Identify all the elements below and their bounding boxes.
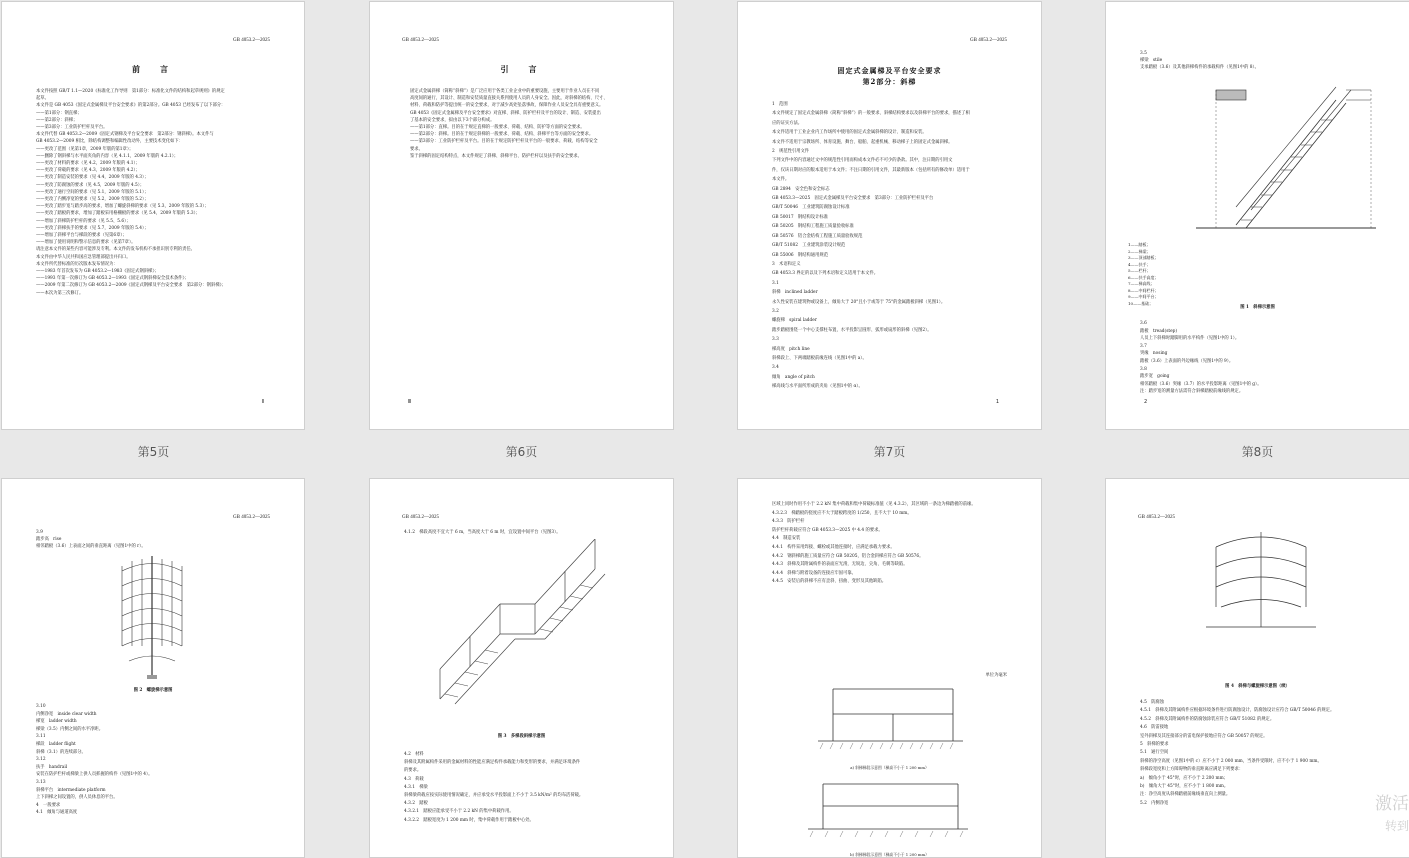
doc-code: GB 4053.2—2025 xyxy=(402,38,439,43)
text-line: 4.1.2 梯段高度不宜大于 6 m，当高度大于 6 m 时，宜设置中间平台（见图3）。 xyxy=(404,530,561,535)
text-line: 3——顶部踏板； xyxy=(1128,255,1159,260)
text-line: 4.1 倾角与通道高度 xyxy=(36,810,78,816)
stair-section-figure-b xyxy=(808,774,968,849)
figure-caption: 图 1 斜梯示意图 xyxy=(1240,305,1275,310)
text-line: 起草。 xyxy=(36,96,49,102)
text-line: 5——栏杆； xyxy=(1128,268,1151,273)
text-line: ——更改了材料的要求（见 4.2，2009 年版的 4.1）； xyxy=(36,161,140,167)
text-line: 5 斜梯的要求 xyxy=(1140,742,1169,748)
text-line: GB 55006 钢结构通用规范 xyxy=(772,252,828,258)
text-line: 永久性安装在建筑物或设备上，倾角大于 20°且小于或等于 75°的金属踏板斜梯（见图1）。 xyxy=(772,299,946,305)
thumbnail-label: 第8页 xyxy=(1241,445,1274,459)
text-line: 支承踏板（3.6）及其他斜梯构件的承载构件（见图1中的 8）。 xyxy=(1140,65,1259,71)
text-line: GB 4053.3—2025 固定式金属梯及平台安全要求 第3部分：工业防护栏杆及平台 xyxy=(772,196,934,202)
text-line: GB 50205 钢结构工程施工质量验收标准 xyxy=(772,224,854,230)
text-line: 斜梯及其附属构件采用的金属材料的性能应满足构件承载能力和变形的要求，并满足环境条件 xyxy=(404,760,581,766)
text-line: 突缘 nosing xyxy=(1140,351,1168,357)
text-line: 10——基础； xyxy=(1128,300,1154,306)
inclined-ladder-figure xyxy=(1196,80,1376,235)
body-text xyxy=(772,501,1007,587)
body-text xyxy=(404,751,639,825)
text-line: 扶手 handrail xyxy=(36,764,68,770)
page-10[interactable] xyxy=(369,478,674,858)
text-line: ——删除了钢斜梯与水平面夹角的内容（见 4.1.1，2009 年版的 4.2.1）； xyxy=(36,153,179,159)
thumbnail-label: 第6页 xyxy=(505,445,538,459)
text-line: 区域上同时作用不小于 2.2 kN 集中荷载和集中荷载标准值（见 4.3.2），其区域的一条边为梯踏板的前缘。 xyxy=(772,502,976,507)
text-line: 4.4.5 安装后的斜梯不应有歪斜、扭曲、变形及其他缺陷。 xyxy=(772,579,887,585)
text-line: 斜梯段上、下两端踏板前缘连线（见图1中的 a）。 xyxy=(772,355,867,361)
text-line: ——更改了通行空间的要求（见 5.1，2009 年版的 5.1）； xyxy=(36,189,149,195)
text-line: 3.10 xyxy=(36,704,46,709)
stair-section-figure-a xyxy=(818,679,963,754)
text-line: 螺旋梯 spiral ladder xyxy=(772,318,817,324)
page-8[interactable] xyxy=(1105,1,1409,430)
thumbnail-label: 第5页 xyxy=(137,445,170,459)
text-line: ——增加了使用说明和警示信息的要求（见第7章）。 xyxy=(36,240,136,246)
unit-note: 单位为毫米 xyxy=(985,673,1007,678)
spiral-ladder-figure-continued xyxy=(1206,527,1316,637)
page-6[interactable] xyxy=(369,1,674,430)
text-line: 相邻踏板（3.6）突缘（3.7）的水平投影距离（见图1中的 g）。 xyxy=(1140,381,1262,387)
text-line: 梯宽 ladder width xyxy=(36,719,77,725)
page-title: 引 言 xyxy=(500,64,543,74)
text-line: 注：净空高度从斜梯踏板前缘线垂直向上测量。 xyxy=(1140,792,1231,798)
text-line: GB 2894 安全色和安全标志 xyxy=(772,186,830,192)
figure-caption: a) 斜梯梯段示意图（梯高不小于 1 200 mm） xyxy=(850,765,929,770)
text-line: 请注意本文件的某些内容可能涉及专利。本文件的发布机构不承担识别专利的责任。 xyxy=(36,247,195,253)
text-line: 斜梯 inclined ladder xyxy=(772,290,818,296)
thumbnail-label: 第7页 xyxy=(873,445,906,459)
text-line: 材料、荷载和防护等提出统一的安全要求，对于减少高处坠落事故、保障作业人员安全具有重要意义。 xyxy=(410,103,604,109)
text-line: 本文件所代替标准的历次版本发布情况为： xyxy=(36,261,118,267)
text-line: 本文件按照 GB/T 1.1—2020《标准化工作导则 第1部分：标准化文件的结构和起草规则》的规定 xyxy=(36,89,225,94)
text-line: 8——中间栏杆； xyxy=(1128,287,1159,293)
text-line: 3.8 xyxy=(1140,366,1147,372)
text-line: 安装在防护栏杆或梯梁上供人员抓握的构件（见图1中的 4）。 xyxy=(36,772,153,778)
text-line: GB/T 51082 工业建筑涂装设计规范 xyxy=(772,243,846,249)
text-line: 3.7 xyxy=(1140,343,1147,349)
text-line: ——更改了范围（见第1章，2009 年版的第1章）； xyxy=(36,146,134,152)
text-line: 本文件。 xyxy=(772,177,790,183)
text-line: ——2009 年第二次修订为 GB 4053.2—2009《固定式钢梯及平台安全要求 第2部分：钢斜梯》； xyxy=(36,283,226,289)
page-number: Ⅱ xyxy=(261,399,264,405)
text-line: 3.4 xyxy=(772,365,779,371)
text-line: 本文件适用于工业企业内工作场所中使用的固定式金属斜梯的设计、制造和安装。 xyxy=(772,130,927,136)
text-line: 4.3.2.3 梯踏板的挠度应不大于踏板跨度的 1/250，且不大于 10 mm。 xyxy=(772,510,912,516)
doc-code: GB 4053.2—2025 xyxy=(970,38,1007,43)
text-line: 斜梯（3.1）的连续部分。 xyxy=(36,749,86,755)
text-line: ——增加了斜梯防护栏杆的要求（见 5.5、5.6）； xyxy=(36,218,131,224)
text-line: 相邻踏板（3.6）上表面之间的垂直距离（见图1中的 r）。 xyxy=(36,544,146,550)
text-line: ——更改了制造安装的要求（见 4.4，2009 年版的 4.3）； xyxy=(36,175,149,181)
text-line: b) 倾角大于 45°时，应不小于 1 800 mm。 xyxy=(1140,784,1229,790)
text-line: ——更改了防腐蚀的要求（见 4.5，2009 年版的 4.5）； xyxy=(36,182,145,188)
text-line: 斜梯梁荷载应按实际使用情况确定，并应承受水平投影面上不小于 3.5 kN/m² 的均布活荷载。 xyxy=(404,793,584,799)
text-line: 的要求。 xyxy=(404,768,422,774)
text-line: 3.1 xyxy=(772,280,779,286)
text-line: 了基本的安全要求，拟由以下3个部分构成。 xyxy=(410,117,495,123)
body-text xyxy=(36,703,270,817)
text-line: 2——梯梁； xyxy=(1128,248,1151,254)
page-subtitle: 第2部分：斜梯 xyxy=(862,77,917,86)
text-line: 1——踏板； xyxy=(1128,242,1151,247)
page-number: 1 xyxy=(995,399,999,405)
text-line: 5.2 内侧净宽 xyxy=(1140,800,1169,806)
text-line: 9——中间平台； xyxy=(1128,294,1159,299)
text-line: 件，仅该日期对应的版本适用于本文件；不注日期的引用文件，其最新版本（包括所有的修改单）适用于 xyxy=(772,167,970,173)
text-line: 4.4.2 钢斜梯的施工质量应符合 GB 50205，铝合金斜梯应符合 GB 50576。 xyxy=(772,553,924,559)
page-11[interactable] xyxy=(737,478,1042,858)
text-line: ——第1部分：钢直梯； xyxy=(36,110,82,116)
text-line: 要求。 xyxy=(410,146,423,152)
text-line: GB 4053.3 界定的以及下列术语和定义适用于本文件。 xyxy=(772,271,878,277)
text-line: 梯梁 stile xyxy=(1140,58,1163,64)
text-line: 斜梯的净空高度（见图1中的 c）应不小于 2 000 mm，当条件受限时，应不小于 1 900 mm。 xyxy=(1140,758,1322,764)
text-line: 4.6 防雷接地 xyxy=(1140,725,1169,731)
text-line: 3.13 xyxy=(36,779,46,785)
text-line: 梯段 ladder flight xyxy=(36,741,76,747)
doc-code: GB 4053.2—2025 xyxy=(233,515,270,520)
text-line: 踏板 tread(step) xyxy=(1140,328,1178,334)
text-line: 人员上下斜梯时踏脚用的水平构件（见图1中的 1）。 xyxy=(1140,336,1240,342)
figure-caption: 图 3 多梯段斜梯示意图 xyxy=(497,734,546,739)
text-line: 注：踏步宽的测量方法需符合斜梯踏板前缘线的规定。 xyxy=(1140,389,1244,395)
text-line: 高度间的通行，其设计、制造和安装质量直接关系到使用人员的人身安全。因此，对斜梯的结构、尺寸、 xyxy=(410,96,608,102)
text-line: 4.3.2.2 踏板宽度为 1 200 mm 时，集中荷载作用于踏板中心处。 xyxy=(404,817,534,823)
text-line: 4.4.3 斜梯及其附属构件的表面应光滑，无锐边、尖角、毛刺等缺陷。 xyxy=(772,562,908,568)
text-line: 4.4.1 构件采用焊接、螺栓或其他连接时，应满足承载力要求。 xyxy=(772,544,895,550)
text-line: 4.4 制造安装 xyxy=(772,536,801,542)
text-line: ——第1部分：直梯。目的在于规定直梯的一般要求、荷载、结构、防护等方面的安全要求。 xyxy=(410,125,585,131)
text-line: 7——梯高线； xyxy=(1128,281,1155,286)
text-line: 内侧净宽 inside clear width xyxy=(36,711,97,717)
text-line: GB 4053.2—2009 相比，除结构调整和编辑性改动外，主要技术变化如下： xyxy=(36,139,184,145)
text-line: ——更改了荷载的要求（见 4.3，2009 年版的 4.2）； xyxy=(36,168,140,174)
text-line: 鉴于斜梯的固定结构特点，本文件规定了斜梯、斜梯平台、防护栏杆以及扶手的安全要求。 xyxy=(410,153,582,159)
text-line: 4.3.2 踏板 xyxy=(404,801,428,807)
text-line: ——第2部分：斜梯； xyxy=(36,117,78,123)
text-line: 4.3 荷载 xyxy=(404,776,424,782)
text-line: ——更改了内侧净宽的要求（见 5.2，2009 年版的 5.2）； xyxy=(36,197,149,203)
text-line: ——本次为第三次修订。 xyxy=(36,290,84,296)
page-12[interactable] xyxy=(1105,478,1409,858)
text-line: 4.3.1 梯梁 xyxy=(404,784,428,790)
figure-caption: 图 4 斜梯与螺旋梯示意图（续） xyxy=(1225,684,1290,689)
text-line: 斜梯平台 intermediate platform xyxy=(36,787,106,793)
text-line: 3.2 xyxy=(772,308,779,314)
text-line: 下列文件中的内容通过文中的规范性引用而构成本文件必不可少的条款。其中，注日期的引用文 xyxy=(772,158,953,164)
text-line: GB/T 50046 工业建筑防腐蚀设计标准 xyxy=(772,205,850,211)
text-line: ——1983 年首次发布为 GB 4053.2—1983《固定式钢斜梯》； xyxy=(36,269,159,275)
doc-code: GB 4053.2—2025 xyxy=(233,38,270,43)
text-line: 4.5.2 斜梯及其附属构件的防腐蚀涂装应符合 GB/T 51082 的规定。 xyxy=(1140,716,1275,722)
spiral-ladder-figure xyxy=(117,551,187,681)
text-line: 4.2 材料 xyxy=(404,752,424,757)
text-line: 1 范围 xyxy=(772,102,788,107)
text-line: 3.11 xyxy=(36,734,46,740)
text-line: 梯高线与水平面所形成的夹角（见图1中的 α）。 xyxy=(772,384,863,390)
text-line: ——更改了踏步宽与踏步高的要求，增加了螺旋斜梯的要求（见 5.3，2009 年版的 5.3）； xyxy=(36,204,209,210)
text-line: 踏步宽 going xyxy=(1140,374,1170,380)
text-line: a) 倾角小于 45°时，应不小于 2 200 mm； xyxy=(1140,775,1228,781)
text-line: ——更改了踏板的要求，增加了踏板采用格栅板的要求（见 5.4，2009 年版的 5.3）； xyxy=(36,211,201,217)
page-title: 固定式金属梯及平台安全要求 xyxy=(837,66,942,75)
body-text xyxy=(36,88,270,297)
text-line: 本文件规定了固定式金属斜梯（简称“斜梯”）的一般要求、斜梯结构要求以及斜梯平台的要求，描述了相 xyxy=(772,111,970,117)
multi-flight-ladder-figure xyxy=(430,539,610,709)
page-9[interactable] xyxy=(1,478,305,858)
text-line: ——1993 年第一次修订为 GB 4053.2—1993《固定式钢斜梯安全技术条件》； xyxy=(36,276,189,282)
text-line: 梯梁（3.5）内侧之间的水平净距。 xyxy=(36,726,103,732)
text-line: 踏步高 rise xyxy=(36,537,62,543)
doc-code: GB 4053.2—2025 xyxy=(402,515,439,520)
text-line: 3.6 xyxy=(1140,321,1147,326)
text-line: 踏步踏板围绕一个中心支撑柱布置，水平投影呈圆形、弧形或扇形的斜梯（见图2）。 xyxy=(772,327,932,333)
text-line: 3.3 xyxy=(772,337,779,343)
page-7[interactable] xyxy=(737,1,1042,430)
activation-watermark: 激活 转到 xyxy=(1375,794,1409,833)
text-line: 6——扶手高度； xyxy=(1128,274,1159,280)
text-line: GB 50017 钢结构设计标准 xyxy=(772,214,828,220)
figure-legend xyxy=(1128,242,1269,307)
body-text xyxy=(1140,50,1375,72)
text-line: 4.4.4 斜梯与附着设备的连接应牢固可靠。 xyxy=(772,570,856,576)
body-text xyxy=(410,88,639,160)
text-line: ——第3部分：工业防护栏杆及平台。目的在于规定防护栏杆及平台的一般要求、荷载、结构等安全 xyxy=(410,139,598,145)
text-line: 本文件是 GB 4053《固定式金属梯及平台安全要求》的第2部分。GB 4053 已经发布了以下部分： xyxy=(36,103,226,109)
text-line: 3.9 xyxy=(36,530,43,535)
text-line: 本文件不适用于宗教场所、体育设施、舞台、船舶、起重机械、移动梯子上的固定式金属斜梯。 xyxy=(772,139,953,145)
page-title: 前 言 xyxy=(132,64,174,74)
body-text xyxy=(772,100,1007,392)
text-line: GB 50576 铝合金结构工程施工质量验收规范 xyxy=(772,233,863,239)
text-line: 4.3.2.1 踏板应能承受不小于 2.2 kN 的集中荷载作用。 xyxy=(404,809,514,815)
text-line: 4——扶手； xyxy=(1128,261,1151,267)
text-line: 踏板（3.6）上表面的外边缘线（见图1中的 9）。 xyxy=(1140,358,1234,364)
text-line: 本文件代替 GB 4053.2—2009《固定式钢梯及平台安全要求 第2部分：钢斜梯》。本文件与 xyxy=(36,132,214,138)
doc-code: GB 4053.2—2025 xyxy=(1138,515,1175,520)
text-line: ——第2部分：斜梯。目的在于规定斜梯的一般要求、荷载、结构、斜梯平台等方面的安全要求。 xyxy=(410,132,594,138)
body-text xyxy=(1140,699,1375,808)
text-line: GB 4053《固定式金属梯及平台安全要求》对直梯、斜梯、防护栏杆及平台的设计、制造、安装提出 xyxy=(410,110,601,116)
text-line: 斜梯段宽度和上方障碍物的垂直距离应满足下列要求： xyxy=(1140,767,1244,773)
text-line: 4.3.3 防护栏杆 xyxy=(772,519,805,525)
text-line: 3.12 xyxy=(36,757,46,763)
figure-caption: 图 2 螺旋梯示意图 xyxy=(133,688,173,693)
text-line: 3.5 xyxy=(1140,51,1147,56)
text-line: 梯高度 pitch line xyxy=(772,346,810,352)
text-line: 4 一般要求 xyxy=(36,802,61,808)
text-line: 4.5.1 斜梯及其附属构件应根据环境条件进行防腐蚀设计，防腐蚀设计应符合 GB/T 50046 的规定。 xyxy=(1140,708,1335,714)
text-line: ——更改了斜梯扶手的要求（见 5.7，2009 年版的 5.4）； xyxy=(36,225,149,231)
figure-caption: b) 斜梯梯段示意图（梯高不小于 1 200 mm） xyxy=(850,852,929,857)
text-line: 应的证实方法。 xyxy=(772,120,803,126)
page-number: Ⅲ xyxy=(408,399,412,405)
text-line: 上下斜梯之间设置的，供人员休息的平台。 xyxy=(36,795,118,801)
text-line: ——增加了斜梯平台与梯段的要求（见第6章）； xyxy=(36,233,127,239)
page-number: 2 xyxy=(1144,399,1148,405)
body-text xyxy=(404,529,639,536)
text-line: 4.5 防腐蚀 xyxy=(1140,700,1165,705)
text-line: 本文件由中华人民共和国应急管理部提出并归口。 xyxy=(36,254,131,260)
text-line: 5.1 通行空间 xyxy=(1140,750,1169,756)
text-line: 防护栏杆荷载应符合 GB 4053.3—2025 中 4.4 的要求。 xyxy=(772,527,883,533)
page-5[interactable] xyxy=(1,1,305,430)
text-line: 3 术语和定义 xyxy=(772,261,801,267)
body-text xyxy=(1140,320,1375,396)
text-line: 室外斜梯及其连接部分的雷电保护接地应符合 GB 50057 的规定。 xyxy=(1140,733,1268,739)
body-text xyxy=(36,529,270,551)
text-line: 倾角 angle of pitch xyxy=(772,374,815,380)
text-line: 固定式金属斜梯（简称“斜梯”）是广泛应用于各类工业企业中的重要设施，主要用于作业人员在不同 xyxy=(410,89,600,94)
text-line: ——第3部分：工业防护栏杆及平台。 xyxy=(36,125,108,131)
text-line: 2 规范性引用文件 xyxy=(772,149,810,155)
